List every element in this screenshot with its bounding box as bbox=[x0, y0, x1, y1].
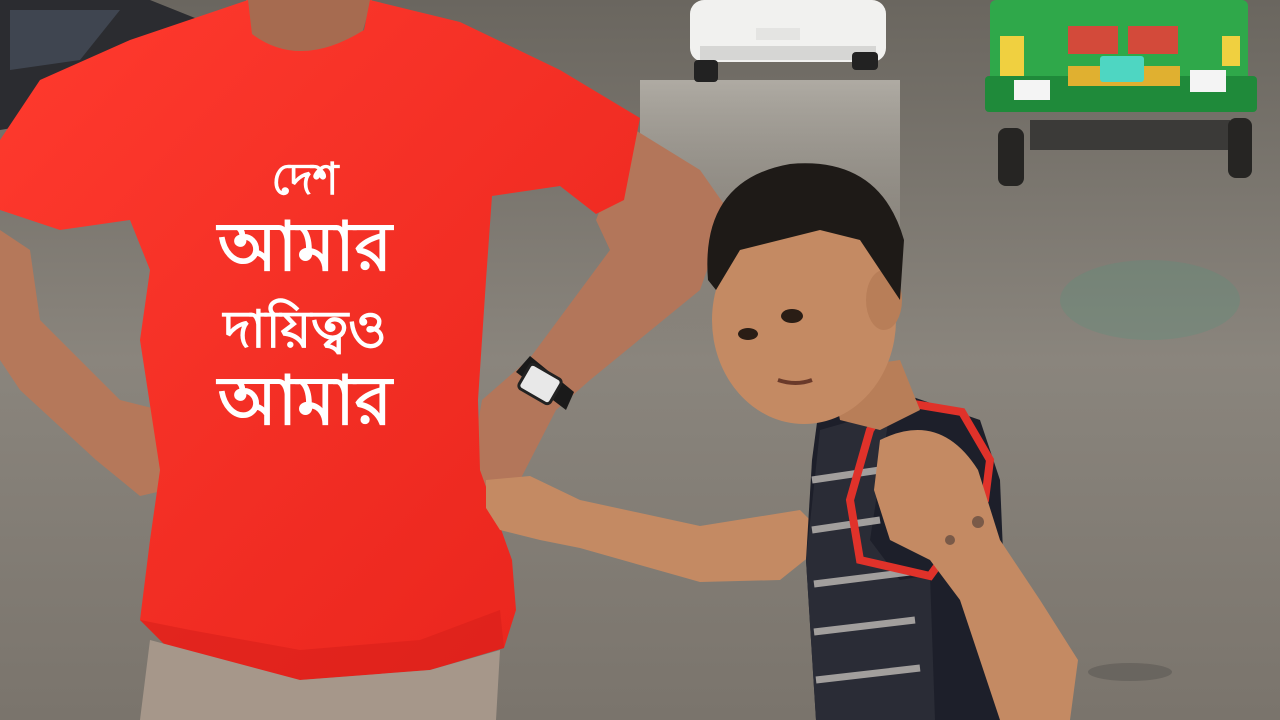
boy-head bbox=[707, 163, 904, 424]
puddle bbox=[1088, 663, 1172, 681]
shirt-text-line2: আমার bbox=[217, 208, 393, 287]
boy-right-eye bbox=[781, 309, 803, 323]
shirt-text-line1: দেশ bbox=[271, 154, 339, 205]
shirt-text-line4: আমার bbox=[217, 362, 393, 441]
puddle-reflection bbox=[1060, 260, 1240, 340]
boy-left-eye bbox=[738, 328, 758, 340]
shirt-text-line3: দায়িত্বও bbox=[223, 300, 387, 360]
